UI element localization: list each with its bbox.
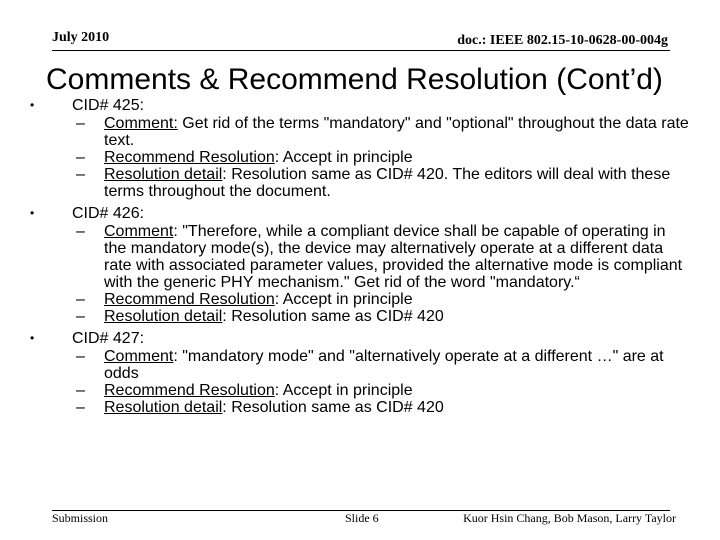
cid-item-427	[30, 329, 690, 348]
bullet-icon: •	[30, 206, 35, 220]
dash-icon: –	[76, 382, 85, 399]
recommend-label: Recommend Resolution	[104, 149, 275, 166]
dash-icon: –	[76, 115, 85, 132]
comment-line	[30, 348, 690, 382]
recommend-line	[30, 149, 690, 166]
dash-icon: –	[76, 149, 85, 166]
cid-item-425	[30, 96, 690, 115]
recommend-line	[30, 291, 690, 308]
header-doc-id: doc.: IEEE 802.15-10-0628-00-004g	[457, 33, 668, 48]
detail-label: Resolution detail	[104, 166, 223, 183]
slide-title: Comments & Recommend Resolution (Cont’d)	[46, 63, 663, 96]
bullet-icon: •	[30, 98, 35, 112]
header-rule	[52, 50, 670, 51]
comment-text: Get rid of the terms "mandatory" and "optional" throughout the data rate text.	[104, 115, 689, 149]
comment-text: : "Therefore, while a compliant device shall be capable of operating in the mandatory mode(s), the device may alternatively operate at a different data rate with associated parameter values, provided the alternative mode is compliant with the generic PHY mechanism." Get rid of the word "mandatory.“	[104, 223, 683, 291]
detail-text: : Resolution same as CID# 420	[222, 308, 444, 325]
footer-authors: Kuor Hsin Chang, Bob Mason, Larry Taylor	[463, 511, 676, 525]
cid-item-426	[30, 204, 690, 223]
recommend-text: : Accept in principle	[274, 382, 413, 399]
footer-slide-number: Slide 6	[345, 511, 379, 525]
recommend-label: Recommend Resolution	[104, 382, 275, 399]
recommend-text: : Accept in principle	[274, 291, 413, 308]
comment-line	[30, 223, 690, 291]
cid-label: CID# 426:	[72, 205, 145, 222]
comment-label: Comment:	[104, 115, 178, 132]
detail-line	[30, 166, 690, 200]
dash-icon: –	[76, 399, 85, 416]
slide-body	[30, 96, 690, 416]
detail-line	[30, 308, 690, 325]
footer-submission: Submission	[52, 511, 109, 525]
detail-text: : Resolution same as CID# 420. The editors will deal with these terms throughout the document.	[104, 166, 671, 200]
dash-icon: –	[76, 308, 85, 325]
detail-text: : Resolution same as CID# 420	[222, 399, 444, 416]
dash-icon: –	[76, 223, 85, 240]
dash-icon: –	[76, 291, 85, 308]
recommend-line	[30, 382, 690, 399]
comment-label: Comment	[104, 223, 174, 240]
comment-line	[30, 115, 690, 149]
cid-label: CID# 425:	[72, 97, 145, 114]
recommend-label: Recommend Resolution	[104, 291, 275, 308]
dash-icon: –	[76, 166, 85, 183]
recommend-text: : Accept in principle	[274, 149, 413, 166]
dash-icon: –	[76, 348, 85, 365]
cid-label: CID# 427:	[72, 330, 145, 347]
detail-label: Resolution detail	[104, 308, 223, 325]
comment-text: : "mandatory mode" and "alternatively operate at a different …" are at odds	[104, 348, 664, 382]
detail-label: Resolution detail	[104, 399, 223, 416]
header-date: July 2010	[52, 30, 110, 45]
bullet-icon: •	[30, 331, 35, 345]
detail-line	[30, 399, 690, 416]
comment-label: Comment	[104, 348, 174, 365]
